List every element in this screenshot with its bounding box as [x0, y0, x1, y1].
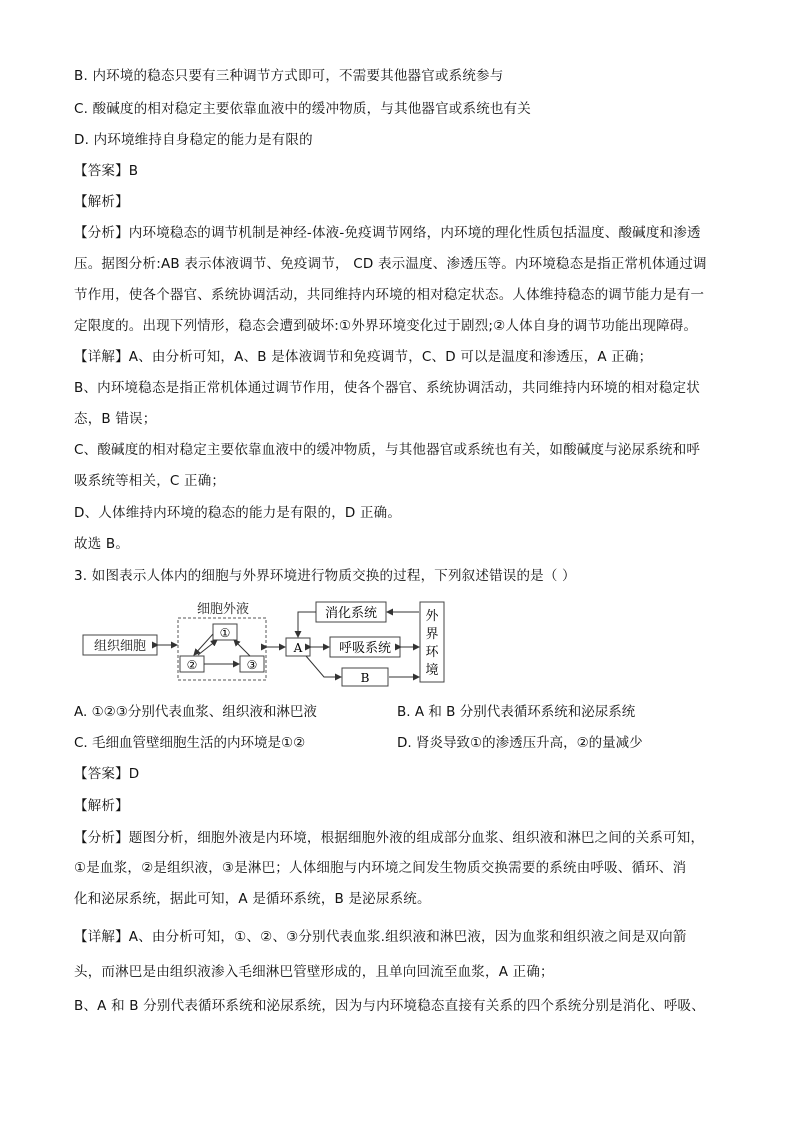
analysis-paragraph-line: 节作用，使各个器官、系统协调活动，共同维持内环境的相对稳定状态。人体维持稳态的调节能力是有一 — [74, 287, 705, 303]
analysis-label: 【解析】 — [74, 194, 129, 210]
option-c-text: C. 酸碱度的相对稳定主要依靠血液中的缓冲物质，与其他器官或系统也有关 — [74, 101, 532, 117]
analysis-paragraph-line: 压。据图分析:AB 表示体液调节、免疫调节， CD 表示温度、渗透压等。内环境稳态是指正常机体通过调 — [74, 256, 707, 272]
detail-paragraph-line: 头，而淋巴是由组织液渗入毛细淋巴管壁形成的，且单向回流至血浆，A 正确； — [74, 964, 554, 980]
analysis-paragraph-line: 化和泌尿系统，据此可知，A 是循环系统，B 是泌尿系统。 — [74, 891, 431, 907]
option-b-text: B. 内环境的稳态只要有三种调节方式即可，不需要其他器官或系统参与 — [74, 68, 504, 84]
analysis-paragraph-line: 【分析】内环境稳态的调节机制是神经-体液-免疫调节网络，内环境的理化性质包括温度、酸碱度和渗透 — [74, 225, 701, 241]
detail-paragraph-line: D、人体维持内环境的稳态的能力是有限的，D 正确。 — [74, 505, 402, 521]
detail-paragraph-line: B、A 和 B 分别代表循环系统和泌尿系统，因为与内环境稳态直接有关系的四个系统分别是消化、呼吸、 — [74, 998, 705, 1014]
tissue-cell-label: 组织细胞 — [93, 639, 147, 654]
conclusion-text: 故选 B。 — [74, 536, 130, 552]
extracellular-fluid-label: 细胞外液 — [196, 602, 250, 617]
detail-paragraph-line: B、内环境稳态是指正常机体通过调节作用，使各个器官、系统协调活动，共同维持内环境的相对稳定状 — [74, 380, 700, 396]
detail-paragraph-line: 【详解】A、由分析可知，A、B 是体液调节和免疫调节，C、D 可以是温度和渗透压，A 正确； — [74, 349, 653, 365]
question-3-option-d: D. 肾炎导致①的渗透压升高，②的量减少 — [397, 735, 643, 751]
analysis-label: 【解析】 — [74, 798, 129, 814]
analysis-paragraph-line: 定限度的。出现下列情形，稳态会遭到破坏:①外界环境变化过于剧烈;②人体自身的调节功能出现障碍。 — [74, 318, 698, 334]
question-3-stem: 3. 如图表示人体内的细胞与外界环境进行物质交换的过程，下列叙述错误的是（ ） — [74, 568, 576, 584]
detail-paragraph-line: 【详解】A、由分析可知，①、②、③分别代表血浆.组织液和淋巴液，因为血浆和组织液之间是双向箭 — [74, 929, 687, 945]
digestive-system-label: 消化系统 — [324, 606, 378, 621]
external-environment-char: 界 — [425, 627, 439, 642]
question-3-option-b: B. A 和 B 分别代表循环系统和泌尿系统 — [397, 704, 636, 720]
node-2-label: ② — [186, 658, 198, 672]
question-3-option-c: C. 毛细血管壁细胞生活的内环境是①② — [74, 735, 306, 751]
node-3-label: ③ — [246, 658, 258, 672]
analysis-paragraph-line: 【分析】题图分析，细胞外液是内环境，根据细胞外液的组成部分血浆、组织液和淋巴之间的关系可知， — [74, 830, 705, 846]
question-3-option-a: A. ①②③分别代表血浆、组织液和淋巴液 — [74, 704, 317, 720]
external-environment-char: 环 — [425, 645, 439, 660]
external-environment-char: 境 — [425, 663, 439, 678]
a-node-label: A — [293, 641, 303, 655]
external-environment-char: 外 — [425, 609, 439, 624]
detail-paragraph-line: 吸系统等相关，C 正确； — [74, 473, 226, 489]
exchange-diagram — [80, 598, 450, 690]
respiratory-system-label: 呼吸系统 — [338, 641, 392, 656]
answer-label: 【答案】D — [74, 766, 140, 782]
b-node-label: B — [360, 671, 370, 685]
node-1-label: ① — [219, 626, 231, 640]
detail-paragraph-line: 态，B 错误； — [74, 411, 157, 427]
answer-label: 【答案】B — [74, 163, 139, 179]
option-d-text: D. 内环境维持自身稳定的能力是有限的 — [74, 132, 313, 148]
analysis-paragraph-line: ①是血浆，②是组织液，③是淋巴；人体细胞与内环境之间发生物质交换需要的系统由呼吸、循环、消 — [74, 860, 687, 876]
detail-paragraph-line: C、酸碱度的相对稳定主要依靠血液中的缓冲物质，与其他器官或系统也有关，如酸碱度与泌尿系统和呼 — [74, 442, 701, 458]
